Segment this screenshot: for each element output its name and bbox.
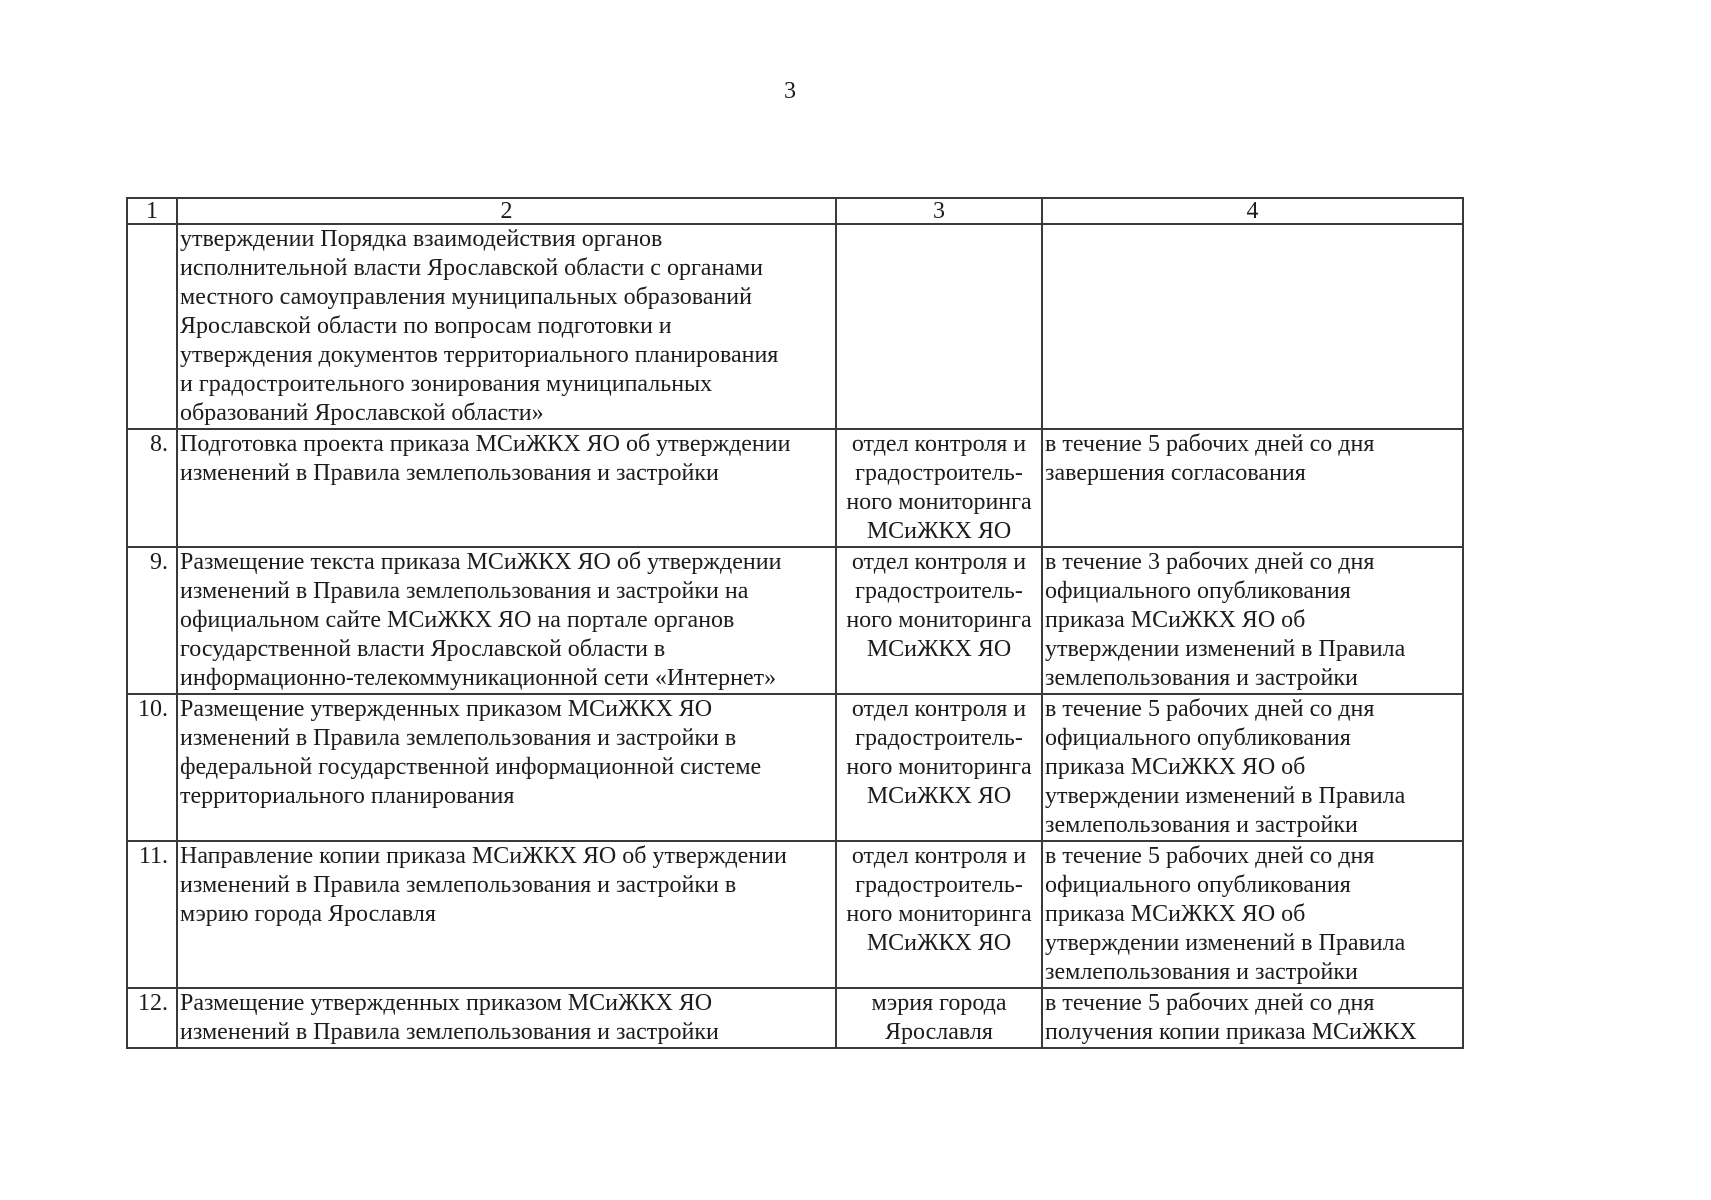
column-number: 2 [177, 198, 836, 224]
deadline-cell [1042, 429, 1463, 547]
text-line: в течение 5 рабочих дней со дня [1045, 990, 1375, 1016]
action-cell [177, 429, 836, 547]
text-line: утверждении изменений в Правила [1045, 636, 1406, 662]
row-number: 9. [127, 547, 177, 694]
text-line: изменений в Правила землепользования и застройки в [180, 725, 737, 751]
text-line: исполнительной власти Ярославской области с органами [180, 255, 763, 281]
text-line: получения копии приказа МСиЖКХ [1045, 1019, 1417, 1045]
text-line: федеральной государственной информационной системе [180, 754, 762, 780]
text-line: официального опубликования [1045, 872, 1351, 898]
text-line: изменений в Правила землепользования и застройки в [180, 872, 737, 898]
text-line: в течение 5 рабочих дней со дня [1045, 431, 1375, 457]
text-line: изменений в Правила землепользования и застройки [180, 460, 719, 486]
deadline-cell [1042, 694, 1463, 841]
deadline-cell [1042, 547, 1463, 694]
text-line: отдел контроля и [851, 431, 1027, 457]
action-cell [177, 224, 836, 429]
deadline-cell [1042, 988, 1463, 1048]
text-line: ного мониторинга [846, 901, 1032, 927]
text-line: ного мониторинга [846, 489, 1032, 515]
responsible-cell [836, 988, 1042, 1048]
table-row [127, 694, 1463, 841]
text-line: Направление копии приказа МСиЖКХ ЯО об утверждении [180, 843, 787, 869]
text-line: и градостроительного зонирования муниципальных [180, 371, 713, 397]
table-row [127, 547, 1463, 694]
text-line: МСиЖКХ ЯО [866, 636, 1012, 662]
text-line: градостроитель- [855, 725, 1023, 751]
text-line: в течение 3 рабочих дней со дня [1045, 549, 1375, 575]
text-line: территориального планирования [180, 783, 515, 809]
text-line: приказа МСиЖКХ ЯО об [1045, 901, 1306, 927]
responsible-cell [836, 224, 1042, 429]
responsible-cell [836, 694, 1042, 841]
action-cell [177, 547, 836, 694]
table-row [127, 988, 1463, 1048]
text-line: градостроитель- [855, 872, 1023, 898]
text-line: государственной власти Ярославской области в [180, 636, 666, 662]
row-number [127, 224, 177, 429]
text-line: Размещение утвержденных приказом МСиЖКХ ЯО [180, 990, 713, 1016]
action-cell [177, 841, 836, 988]
row-number: 10. [127, 694, 177, 841]
text-line: ного мониторинга [846, 607, 1032, 633]
text-line: в течение 5 рабочих дней со дня [1045, 843, 1375, 869]
action-cell [177, 694, 836, 841]
column-number: 1 [127, 198, 177, 224]
row-number: 8. [127, 429, 177, 547]
row-number: 11. [127, 841, 177, 988]
text-line: МСиЖКХ ЯО [866, 518, 1012, 544]
text-line: мэрию города Ярославля [180, 901, 436, 927]
table-row [127, 224, 1463, 429]
table-row [127, 841, 1463, 988]
text-line: отдел контроля и [851, 549, 1027, 575]
text-line: Ярославля [885, 1019, 993, 1045]
text-line: официального опубликования [1045, 725, 1351, 751]
text-line: Подготовка проекта приказа МСиЖКХ ЯО об утверждении [180, 431, 791, 457]
text-line: Размещение текста приказа МСиЖКХ ЯО об утверждении [180, 549, 782, 575]
text-line: утверждении Порядка взаимодействия органов [180, 226, 663, 252]
text-line: землепользования и застройки [1045, 665, 1358, 691]
text-line: градостроитель- [855, 578, 1023, 604]
text-line: МСиЖКХ ЯО [866, 930, 1012, 956]
text-line: изменений в Правила землепользования и застройки на [180, 578, 749, 604]
text-line: землепользования и застройки [1045, 812, 1358, 838]
page-number: 3 [784, 78, 796, 104]
text-line: градостроитель- [855, 460, 1023, 486]
text-line: ного мониторинга [846, 754, 1032, 780]
text-line: МСиЖКХ ЯО [866, 783, 1012, 809]
text-line: отдел контроля и [851, 843, 1027, 869]
responsible-cell [836, 841, 1042, 988]
text-line: местного самоуправления муниципальных образований [180, 284, 752, 310]
text-line: утверждении изменений в Правила [1045, 783, 1406, 809]
text-line: официальном сайте МСиЖКХ ЯО на портале органов [180, 607, 735, 633]
text-line: в течение 5 рабочих дней со дня [1045, 696, 1375, 722]
text-line: Ярославской области по вопросам подготовки и [180, 313, 672, 339]
text-line: официального опубликования [1045, 578, 1351, 604]
text-line: изменений в Правила землепользования и застройки [180, 1019, 719, 1045]
action-cell [177, 988, 836, 1048]
column-number: 3 [836, 198, 1042, 224]
deadline-cell [1042, 224, 1463, 429]
column-number: 4 [1042, 198, 1463, 224]
text-line: приказа МСиЖКХ ЯО об [1045, 607, 1306, 633]
text-line: информационно-телекоммуникационной сети «Интернет» [180, 665, 777, 691]
row-number: 12. [127, 988, 177, 1048]
table-row [127, 429, 1463, 547]
text-line: утверждении изменений в Правила [1045, 930, 1406, 956]
text-line: образований Ярославской области» [180, 400, 544, 426]
text-line: землепользования и застройки [1045, 959, 1358, 985]
text-line: утверждения документов территориального планирования [180, 342, 779, 368]
deadline-cell [1042, 841, 1463, 988]
text-line: Размещение утвержденных приказом МСиЖКХ ЯО [180, 696, 713, 722]
text-line: приказа МСиЖКХ ЯО об [1045, 754, 1306, 780]
action-plan-table [126, 197, 1464, 1049]
text-line: завершения согласования [1045, 460, 1306, 486]
responsible-cell [836, 547, 1042, 694]
responsible-cell [836, 429, 1042, 547]
text-line: отдел контроля и [851, 696, 1027, 722]
text-line: мэрия города [871, 990, 1007, 1016]
column-number-row [127, 198, 1463, 224]
